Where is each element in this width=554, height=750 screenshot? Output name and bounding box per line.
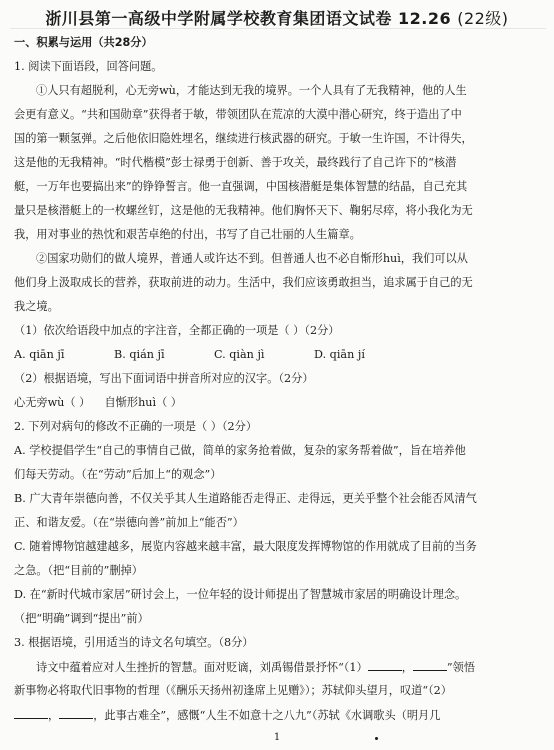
title-grade: (22级) [457,9,509,28]
q1-para1-line: 我，用对事业的热忱和艰苦卓绝的付出，书写了自己壮丽的人生篇章。 [14,228,361,241]
header-divider [10,28,546,29]
exam-title [0,6,554,29]
q3-line: 诗文中蕴着应对人生挫折的智慧。面对贬谪，刘禹锡借景抒怀“（1） ， ”领悟 [36,661,475,674]
scan-speck [375,737,378,740]
q2-option-c: 之急。（把“目前的”删掉） [14,564,143,577]
sub2-item-1: 心无旁wù（ ） [14,396,91,409]
q2-option-b: B. 广大青年崇德向善，不仅关乎其人生道路能否走得正、走得远，更关乎整个社会能否风清气 [14,492,477,505]
sub2-item-2: 自惭形huì（ ） [104,396,182,409]
q1-para1-line: 量只是核潜艇上的一枚螺丝钉，这是他的无我精神。他们胸怀天下、鞠躬尽瘁，将小我化为无 [14,204,473,217]
option-d: D. qiān jí [314,348,365,361]
q1-prompt: 1. 阅读下面语段，回答问题。 [14,60,163,73]
option-a: A. qiān jī [14,348,65,361]
q1-sub1-options [14,348,544,362]
q1-para2-line: ②国家功勋们的做人境界，普通人或许达不到。但普通人也不必自惭形huì，我们可以从 [36,252,468,265]
answer-blank[interactable] [368,660,402,671]
page-number: 1 [273,732,281,743]
q1-para1-line: 这是他的无我精神。“时代楷模”彭士禄勇于创新、善于攻关，最终践行了自己许下的“核潜 [14,156,457,169]
q2-option-a: A. 学校提倡学生“自己的事情自己做，简单的家务抢着做，复杂的家务帮着做”，旨在培养他 [14,444,466,457]
q1-sub2: （2）根据语境，写出下面词语中拼音所对应的汉字。（2分） [14,372,314,385]
q2-option-b: 正、和谐友爱。（在“崇德向善”前加上“能否”） [14,516,244,529]
q1-para2-line: 他们身上汲取成长的营养，获取前进的动力。生活中，我们应该勇敢担当，追求属于自己的无 [14,276,473,289]
title-text: 浙川县第一高级中学附属学校教育集团语文试卷 [45,9,392,28]
q1-sub2-items [14,396,544,410]
q2-option-d: （把“明确”调到“提出”前） [14,612,149,625]
answer-blank[interactable] [413,660,447,671]
q2-prompt: 2. 下列对病句的修改不正确的一项是（ ）（2分） [14,420,258,433]
q2-option-d: D. 在“新时代城市家居”研讨会上，一位年轻的设计师提出了智慧城市家居的明确设计理念。 [14,588,467,601]
answer-blank[interactable] [59,708,93,719]
q3-line: 新事物必将取代旧事物的哲理（《酬乐天扬州初逢席上见赠》）；苏轼仰头望月，叹道“（2） [14,684,452,697]
q3-text: ，此事古难全”，感慨“人生不如意十之八九”（苏轼《水调歌头（明月几 [93,709,441,722]
q3-prompt: 3. 根据语境，引用适当的诗文名句填空。（8分） [14,636,254,649]
answer-blank[interactable] [14,708,48,719]
option-c: C. qiàn jì [214,348,265,361]
section-heading: 一、积累与运用（共28分） [14,36,153,49]
q3-line: ， ，此事古难全”，感慨“人生不如意十之八九”（苏轼《水调歌头（明月几 [14,708,544,723]
q3-text: ”领悟 [446,661,475,674]
option-b: B. qián jī [114,348,165,361]
q1-para1-line: ①人只有超脱利，心无旁wù，才能达到无我的境界。一个人具有了无我精神，他的人生 [36,84,467,97]
q1-sub1: （1）依次给语段中加点的字注音，全都正确的一项是（ ）（2分） [14,324,340,337]
title-date: 12.26 [398,9,452,28]
q3-text: 诗文中蕴着应对人生挫折的智慧。面对贬谪，刘禹锡借景抒怀“（1） [36,661,368,674]
q1-para2-line: 我之境。 [14,300,59,313]
q2-option-c: C. 随着博物馆越建越多，展览内容越来越丰富，最大限度发挥博物馆的作用就成了目前的当务 [14,540,477,553]
q1-para1-line: 国的第一颗氢弹。之后他依旧隐姓埋名，继续进行核武器的研究。于敏一生许国，不计得失， [14,132,473,145]
q1-para1-line: 艇，一万年也要搞出来”的铮铮誓言。他一直强调，中国核潜艇是集体智慧的结晶，自己充其 [14,180,468,193]
q1-para1-line: 会更有意义。“共和国勋章”获得者于敏，带领团队在荒凉的大漠中潜心研究，终于造出了中 [14,108,462,121]
q2-option-a: 们每天劳动。（在“劳动”后加上“的观念”） [14,468,222,481]
